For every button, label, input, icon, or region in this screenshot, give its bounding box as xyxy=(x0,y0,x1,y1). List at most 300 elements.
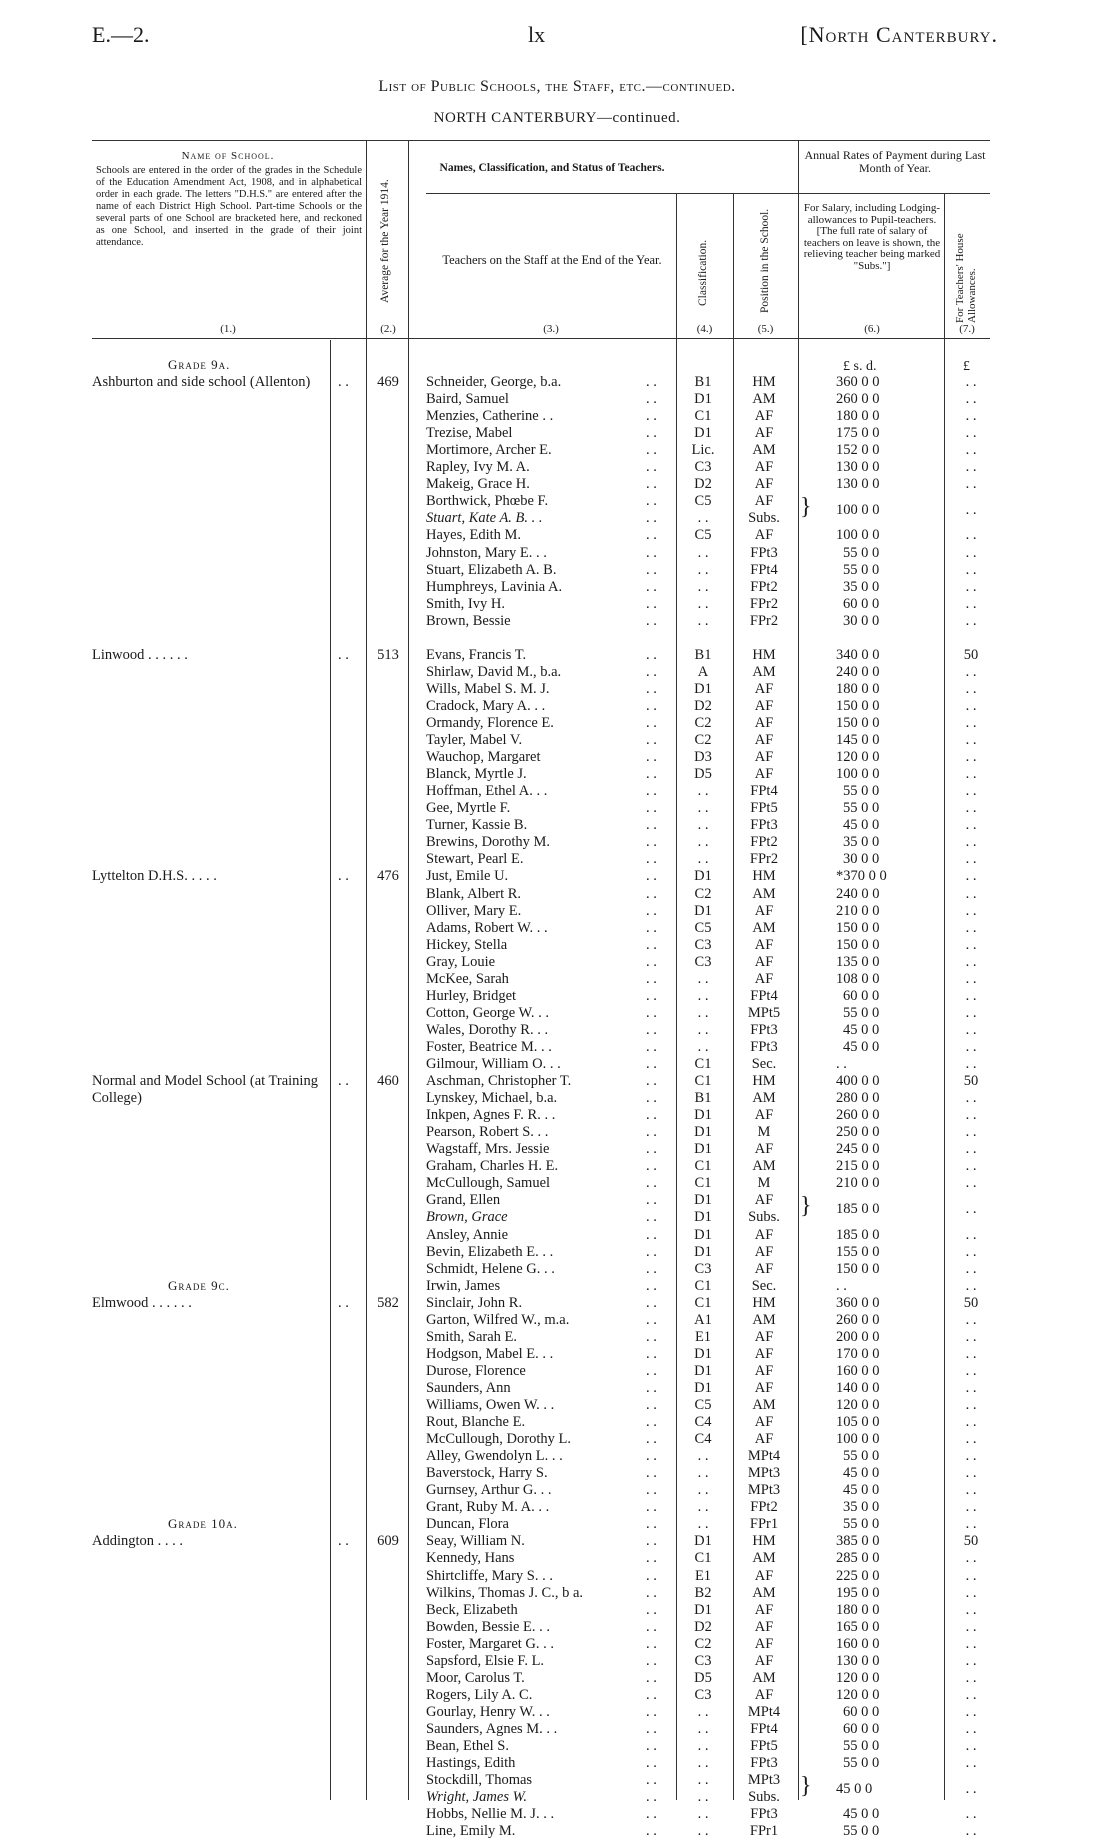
position: AM xyxy=(752,885,776,902)
leader-dots: . . xyxy=(646,1499,657,1516)
house-allowance: . . xyxy=(965,1652,977,1669)
classification: . . xyxy=(697,1789,709,1806)
position: M xyxy=(757,1175,771,1192)
grade-label: Grade 10a. xyxy=(168,1516,238,1532)
leader-dots: . . xyxy=(646,680,657,697)
salary: 185 0 0 xyxy=(836,1226,880,1243)
classification: D1 xyxy=(694,425,712,442)
position: FPr1 xyxy=(749,1823,779,1840)
classification: D1 xyxy=(694,868,712,885)
salary: 55 0 0 xyxy=(843,800,880,817)
house-allowance: . . xyxy=(965,1703,977,1720)
position: FPt3 xyxy=(750,1806,778,1823)
position: Sec. xyxy=(751,1277,777,1294)
position: AF xyxy=(754,1362,774,1379)
col4-heading: Classification. xyxy=(697,239,709,306)
position: AM xyxy=(752,919,776,936)
leader-dots: . . xyxy=(646,715,657,731)
page-code: E.—2. xyxy=(92,22,150,47)
teacher-name: Menzies, Catherine . . xyxy=(426,408,554,425)
house-allowance: . . xyxy=(965,595,977,612)
position: AF xyxy=(754,1652,774,1669)
position: AM xyxy=(752,391,776,408)
salary: 45 0 0 xyxy=(843,1021,880,1038)
classification: C1 xyxy=(694,1294,712,1311)
leader-dots: . . xyxy=(646,1056,657,1072)
salary: 150 0 0 xyxy=(836,697,880,714)
teacher-name: Wauchop, Margaret xyxy=(426,749,541,766)
teacher-name: Grant, Ruby M. A. . . xyxy=(426,1499,550,1516)
teacher-name: Blank, Albert R. xyxy=(426,885,522,902)
classification: . . xyxy=(697,1482,709,1499)
classification: B1 xyxy=(694,1090,712,1107)
position: AF xyxy=(754,1328,774,1345)
grade-label: Grade 9a. xyxy=(168,357,231,372)
brace-mark: } xyxy=(800,494,812,521)
position: AM xyxy=(752,663,776,680)
house-allowance: . . xyxy=(965,1720,977,1737)
col7-heading: For Teachers' House Allowances. xyxy=(954,233,978,323)
leader-dots: . . xyxy=(646,1260,657,1277)
house-allowance: . . xyxy=(965,1516,977,1533)
teacher-name: Wilkins, Thomas J. C., b a. xyxy=(426,1584,584,1601)
house-allowance: . . xyxy=(965,663,977,680)
classification: C2 xyxy=(694,732,712,749)
position: FPt4 xyxy=(750,1720,778,1737)
salary: 340 0 0 xyxy=(836,646,880,663)
position: FPr2 xyxy=(749,851,779,868)
house-allowance: . . xyxy=(965,1311,977,1328)
classification: C5 xyxy=(694,919,712,936)
classification: . . xyxy=(697,1021,709,1038)
dots-marker: . . xyxy=(338,1533,349,1550)
house-allowance: . . xyxy=(965,953,977,970)
house-allowance: . . xyxy=(965,1038,977,1055)
classification: . . xyxy=(697,1448,709,1465)
teacher-name: Ormandy, Florence E. xyxy=(426,715,554,731)
salary: 45 0 0 xyxy=(843,1038,880,1055)
position: AM xyxy=(752,1090,776,1107)
classification: C5 xyxy=(694,527,712,544)
salary: 400 0 0 xyxy=(836,1073,880,1090)
classification: D1 xyxy=(694,1601,712,1618)
position: AF xyxy=(754,1260,774,1277)
classification: B1 xyxy=(694,374,712,390)
house-allowance: . . xyxy=(965,1021,977,1038)
leader-dots: . . xyxy=(646,1789,657,1806)
house-allowance: . . xyxy=(965,459,977,476)
house-allowance: . . xyxy=(965,501,977,518)
position: AF xyxy=(754,1379,774,1396)
col-divider-6 xyxy=(798,140,799,1800)
classification: . . xyxy=(697,1499,709,1516)
classification: . . xyxy=(697,510,709,527)
classification: . . xyxy=(697,612,709,629)
salary: 210 0 0 xyxy=(836,902,880,919)
salary: 150 0 0 xyxy=(836,919,880,936)
salary: 45 0 0 xyxy=(843,1465,880,1482)
teacher-name: Foster, Beatrice M. . . xyxy=(426,1038,552,1055)
classification: C5 xyxy=(694,493,712,510)
salary: 150 0 0 xyxy=(836,715,880,731)
position: FPt3 xyxy=(750,1755,778,1772)
classification: D1 xyxy=(694,1226,712,1243)
house-allowance: . . xyxy=(965,1260,977,1277)
dots-marker: . . xyxy=(338,1073,349,1090)
position: FPt3 xyxy=(750,544,778,561)
teacher-name: Hastings, Edith xyxy=(426,1755,516,1772)
position: AM xyxy=(752,1158,776,1175)
salary: 100 0 0 xyxy=(836,766,880,783)
classification: C4 xyxy=(694,1414,712,1431)
classification: C2 xyxy=(694,885,712,902)
leader-dots: . . xyxy=(646,936,657,953)
classification: . . xyxy=(697,1755,709,1772)
teacher-name: Gee, Myrtle F. xyxy=(426,800,511,817)
classification: . . xyxy=(697,595,709,612)
position: AF xyxy=(754,1567,774,1584)
teacher-name: Brown, Bessie xyxy=(426,612,511,629)
house-allowance: . . xyxy=(965,1618,977,1635)
salary: 120 0 0 xyxy=(836,1397,880,1413)
house-allowance: . . xyxy=(965,697,977,714)
position: FPt3 xyxy=(750,1021,778,1038)
position: FPr1 xyxy=(749,1516,779,1533)
teacher-name: Grand, Ellen xyxy=(426,1192,501,1209)
house-allowance: 50 xyxy=(963,1073,979,1090)
classification: D2 xyxy=(694,476,712,493)
col-divider-1 xyxy=(366,140,367,1800)
classification: D1 xyxy=(694,1362,712,1379)
house-allowance: . . xyxy=(965,817,977,834)
classification: . . xyxy=(697,834,709,851)
salary: 105 0 0 xyxy=(836,1414,880,1431)
school-average: 460 xyxy=(377,1073,399,1090)
leader-dots: . . xyxy=(646,1021,657,1038)
leader-dots: . . xyxy=(646,953,657,970)
leader-dots: . . xyxy=(646,987,657,1004)
classification: D3 xyxy=(694,749,712,766)
salary: 210 0 0 xyxy=(836,1175,880,1192)
classification: C5 xyxy=(694,1397,712,1413)
position: MPt4 xyxy=(747,1703,781,1720)
house-allowance: . . xyxy=(965,1200,977,1217)
salary: 165 0 0 xyxy=(836,1618,880,1635)
house-allowance: . . xyxy=(965,834,977,851)
school-name: Ashburton and side school (Allenton) xyxy=(92,374,311,390)
classification: D2 xyxy=(694,697,712,714)
salary: 360 0 0 xyxy=(836,1294,880,1311)
salary: 285 0 0 xyxy=(836,1550,880,1567)
col2-number: (2.) xyxy=(380,323,396,335)
classification: D1 xyxy=(694,1124,712,1141)
salary: 120 0 0 xyxy=(836,1669,880,1686)
leader-dots: . . xyxy=(646,1482,657,1499)
leader-dots: . . xyxy=(646,1652,657,1669)
house-allowance: . . xyxy=(965,1226,977,1243)
house-allowance: . . xyxy=(965,766,977,783)
teacher-name: Turner, Kassie B. xyxy=(426,817,528,834)
teacher-name: Hoffman, Ethel A. . . xyxy=(426,783,548,800)
classification: Lic. xyxy=(691,442,715,459)
house-allowance: . . xyxy=(965,1243,977,1260)
position: MPt3 xyxy=(747,1465,781,1482)
classification: C4 xyxy=(694,1431,712,1448)
salary: 180 0 0 xyxy=(836,1601,880,1618)
house-allowance: . . xyxy=(965,868,977,885)
classification: . . xyxy=(697,1772,709,1789)
position: HM xyxy=(752,1294,776,1311)
teachers-group-heading: Names, Classification, and Status of Teachers. xyxy=(439,162,665,174)
house-allowance: . . xyxy=(965,1499,977,1516)
salary: 135 0 0 xyxy=(836,953,880,970)
salary: 55 0 0 xyxy=(843,1823,880,1840)
teacher-name: Makeig, Grace H. xyxy=(426,476,530,493)
leader-dots: . . xyxy=(646,1073,657,1090)
position: AF xyxy=(754,1635,774,1652)
house-allowance: . . xyxy=(965,885,977,902)
classification: D5 xyxy=(694,1669,712,1686)
classification: D2 xyxy=(694,1618,712,1635)
classification: . . xyxy=(697,1703,709,1720)
house-allowance: . . xyxy=(965,425,977,442)
pay-group-heading: Annual Rates of Payment during Last Month of Year. xyxy=(804,148,986,175)
house-allowance: . . xyxy=(965,851,977,868)
leader-dots: . . xyxy=(646,1277,657,1294)
leader-dots: . . xyxy=(646,1328,657,1345)
leader-dots: . . xyxy=(646,1175,657,1192)
leader-dots: . . xyxy=(646,1192,657,1209)
classification: . . xyxy=(697,1823,709,1840)
dots-marker: . . xyxy=(338,868,349,885)
position: AF xyxy=(754,527,774,544)
leader-dots: . . xyxy=(646,459,657,476)
position: AF xyxy=(754,697,774,714)
teacher-name: Gourlay, Henry W. . . xyxy=(426,1703,550,1720)
leader-dots: . . xyxy=(646,1448,657,1465)
position: AF xyxy=(754,1226,774,1243)
classification: D1 xyxy=(694,1141,712,1158)
house-allowance: . . xyxy=(965,1669,977,1686)
position: AM xyxy=(752,442,776,459)
teacher-name: McKee, Sarah xyxy=(426,970,509,987)
leader-dots: . . xyxy=(646,391,657,408)
position: AF xyxy=(754,1686,774,1703)
classification: . . xyxy=(697,561,709,578)
school-average: 469 xyxy=(377,374,399,390)
salary: 240 0 0 xyxy=(836,663,880,680)
classification: D1 xyxy=(694,1533,712,1550)
teacher-name: Gray, Louie xyxy=(426,953,496,970)
house-allowance: . . xyxy=(965,408,977,425)
classification: C1 xyxy=(694,1073,712,1090)
leader-dots: . . xyxy=(646,476,657,493)
salary: . . xyxy=(836,1277,847,1294)
school-average: 476 xyxy=(377,868,399,885)
teacher-name: Aschman, Christopher T. xyxy=(426,1073,572,1090)
leader-dots: . . xyxy=(646,1090,657,1107)
school-name: Addington . . . . xyxy=(92,1533,184,1550)
leader-dots: . . xyxy=(646,885,657,902)
teacher-name: Rapley, Ivy M. A. xyxy=(426,459,530,476)
salary: 45 0 0 xyxy=(843,1482,880,1499)
classification: B1 xyxy=(694,646,712,663)
col5-heading: Position in the School. xyxy=(759,208,771,313)
salary: 45 0 0 xyxy=(836,1780,873,1797)
teacher-name: Humphreys, Lavinia A. xyxy=(426,578,563,595)
leader-dots: . . xyxy=(646,1379,657,1396)
position: MPt3 xyxy=(747,1772,781,1789)
leader-dots: . . xyxy=(646,1038,657,1055)
classification: C3 xyxy=(694,1260,712,1277)
house-allowance: . . xyxy=(965,612,977,629)
leader-dots: . . xyxy=(646,1635,657,1652)
col7-number: (7.) xyxy=(959,323,975,335)
house-allowance: . . xyxy=(965,1635,977,1652)
teacher-name: Ansley, Annie xyxy=(426,1226,509,1243)
house-allowance: . . xyxy=(965,1806,977,1823)
school-name: Lyttelton D.H.S. . . . . xyxy=(92,868,217,885)
leader-dots: . . xyxy=(646,1533,657,1550)
teacher-name: Brewins, Dorothy M. xyxy=(426,834,551,851)
position: FPt2 xyxy=(750,1499,778,1516)
leader-dots: . . xyxy=(646,766,657,783)
teacher-name: Hayes, Edith M. xyxy=(426,527,522,544)
salary: 200 0 0 xyxy=(836,1328,880,1345)
leader-dots: . . xyxy=(646,663,657,680)
teacher-name: Seay, William N. xyxy=(426,1533,525,1550)
teacher-name: Smith, Ivy H. xyxy=(426,595,505,612)
leader-dots: . . xyxy=(646,578,657,595)
teacher-name: Shirlaw, David M., b.a. xyxy=(426,663,562,680)
teacher-name: Brown, Grace xyxy=(426,1209,508,1226)
house-allowance: . . xyxy=(965,1823,977,1840)
position: AF xyxy=(754,408,774,425)
teacher-name: Trezise, Mabel xyxy=(426,425,513,442)
house-allowance: . . xyxy=(965,1780,977,1797)
position: AF xyxy=(754,1243,774,1260)
leader-dots: . . xyxy=(646,1703,657,1720)
dots-marker: . . xyxy=(338,374,349,390)
classification: D1 xyxy=(694,1192,712,1209)
school-average: 513 xyxy=(377,646,399,663)
classification: . . xyxy=(697,987,709,1004)
house-allowance: . . xyxy=(965,1550,977,1567)
teacher-name: Duncan, Flora xyxy=(426,1516,509,1533)
house-allowance: . . xyxy=(965,391,977,408)
position: AF xyxy=(754,1431,774,1448)
salary: 225 0 0 xyxy=(836,1567,880,1584)
leader-dots: . . xyxy=(646,732,657,749)
teacher-name: Sapsford, Elsie F. L. xyxy=(426,1652,545,1669)
classification: . . xyxy=(697,1465,709,1482)
house-allowance: . . xyxy=(965,1345,977,1362)
salary: 240 0 0 xyxy=(836,885,880,902)
position: AF xyxy=(754,766,774,783)
house-allowance: . . xyxy=(965,1158,977,1175)
salary: 260 0 0 xyxy=(836,1311,880,1328)
classification: D1 xyxy=(694,1107,712,1124)
classification: C3 xyxy=(694,1652,712,1669)
position: FPt5 xyxy=(750,800,778,817)
teacher-name: Wagstaff, Mrs. Jessie xyxy=(426,1141,550,1158)
salary: 100 0 0 xyxy=(836,501,880,518)
position: AM xyxy=(752,1669,776,1686)
house-allowance: . . xyxy=(965,374,977,390)
classification: C1 xyxy=(694,1158,712,1175)
salary: 180 0 0 xyxy=(836,680,880,697)
leader-dots: . . xyxy=(646,1720,657,1737)
position: AF xyxy=(754,1345,774,1362)
classification: . . xyxy=(697,851,709,868)
classification: C2 xyxy=(694,715,712,731)
leader-dots: . . xyxy=(646,527,657,544)
salary: 100 0 0 xyxy=(836,527,880,544)
house-allowance: . . xyxy=(965,1090,977,1107)
teacher-name: Baverstock, Harry S. xyxy=(426,1465,548,1482)
salary: 152 0 0 xyxy=(836,442,880,459)
house-allowance: . . xyxy=(965,1107,977,1124)
classification: D1 xyxy=(694,1379,712,1396)
house-allowance: . . xyxy=(965,1686,977,1703)
house-allowance: . . xyxy=(965,1124,977,1141)
position: AF xyxy=(754,459,774,476)
dots-marker: . . xyxy=(338,646,349,663)
position: AF xyxy=(754,476,774,493)
house-allowance: 50 xyxy=(963,1294,979,1311)
position: AF xyxy=(754,902,774,919)
position: MPt5 xyxy=(747,1004,781,1021)
house-allowance: . . xyxy=(965,1567,977,1584)
salary: 60 0 0 xyxy=(843,1703,880,1720)
salary: 55 0 0 xyxy=(843,544,880,561)
salary: 130 0 0 xyxy=(836,476,880,493)
house-allowance: . . xyxy=(965,1482,977,1499)
teacher-name: Gilmour, William O. . . xyxy=(426,1056,561,1072)
leader-dots: . . xyxy=(646,561,657,578)
running-head: [North Canterbury. xyxy=(800,22,998,47)
teacher-name: Borthwick, Phœbe F. xyxy=(426,493,549,510)
col3-heading: Teachers on the Staff at the End of the Year. xyxy=(442,253,662,267)
leader-dots: . . xyxy=(646,1431,657,1448)
leader-dots: . . xyxy=(646,1158,657,1175)
house-allowance: . . xyxy=(965,919,977,936)
classification: . . xyxy=(697,578,709,595)
classification: D1 xyxy=(694,391,712,408)
teacher-name: Stuart, Elizabeth A. B. xyxy=(426,561,557,578)
teacher-name: Kennedy, Hans xyxy=(426,1550,515,1567)
salary: 35 0 0 xyxy=(843,834,880,851)
house-allowance: . . xyxy=(965,680,977,697)
teacher-name: Sinclair, John R. xyxy=(426,1294,523,1311)
classification: D5 xyxy=(694,766,712,783)
classification: A1 xyxy=(694,1311,712,1328)
col6-heading: For Salary, including Lodging-allowances to Pupil-teachers. [The full rate of salary of teachers on leave is shown, the relieving teacher being marked "Subs."] xyxy=(803,202,941,272)
position: Subs. xyxy=(748,510,780,527)
position: AF xyxy=(754,1107,774,1124)
position: Sec. xyxy=(751,1056,777,1072)
col3-number: (3.) xyxy=(543,323,559,335)
leader-dots: . . xyxy=(646,1004,657,1021)
classification: C3 xyxy=(694,459,712,476)
salary: 30 0 0 xyxy=(843,612,880,629)
house-allowance: . . xyxy=(965,1738,977,1754)
salary: 45 0 0 xyxy=(843,817,880,834)
teacher-name: Cotton, George W. . . xyxy=(426,1004,549,1021)
leader-dots: . . xyxy=(646,425,657,442)
leader-dots: . . xyxy=(646,1465,657,1482)
leader-dots: . . xyxy=(646,817,657,834)
